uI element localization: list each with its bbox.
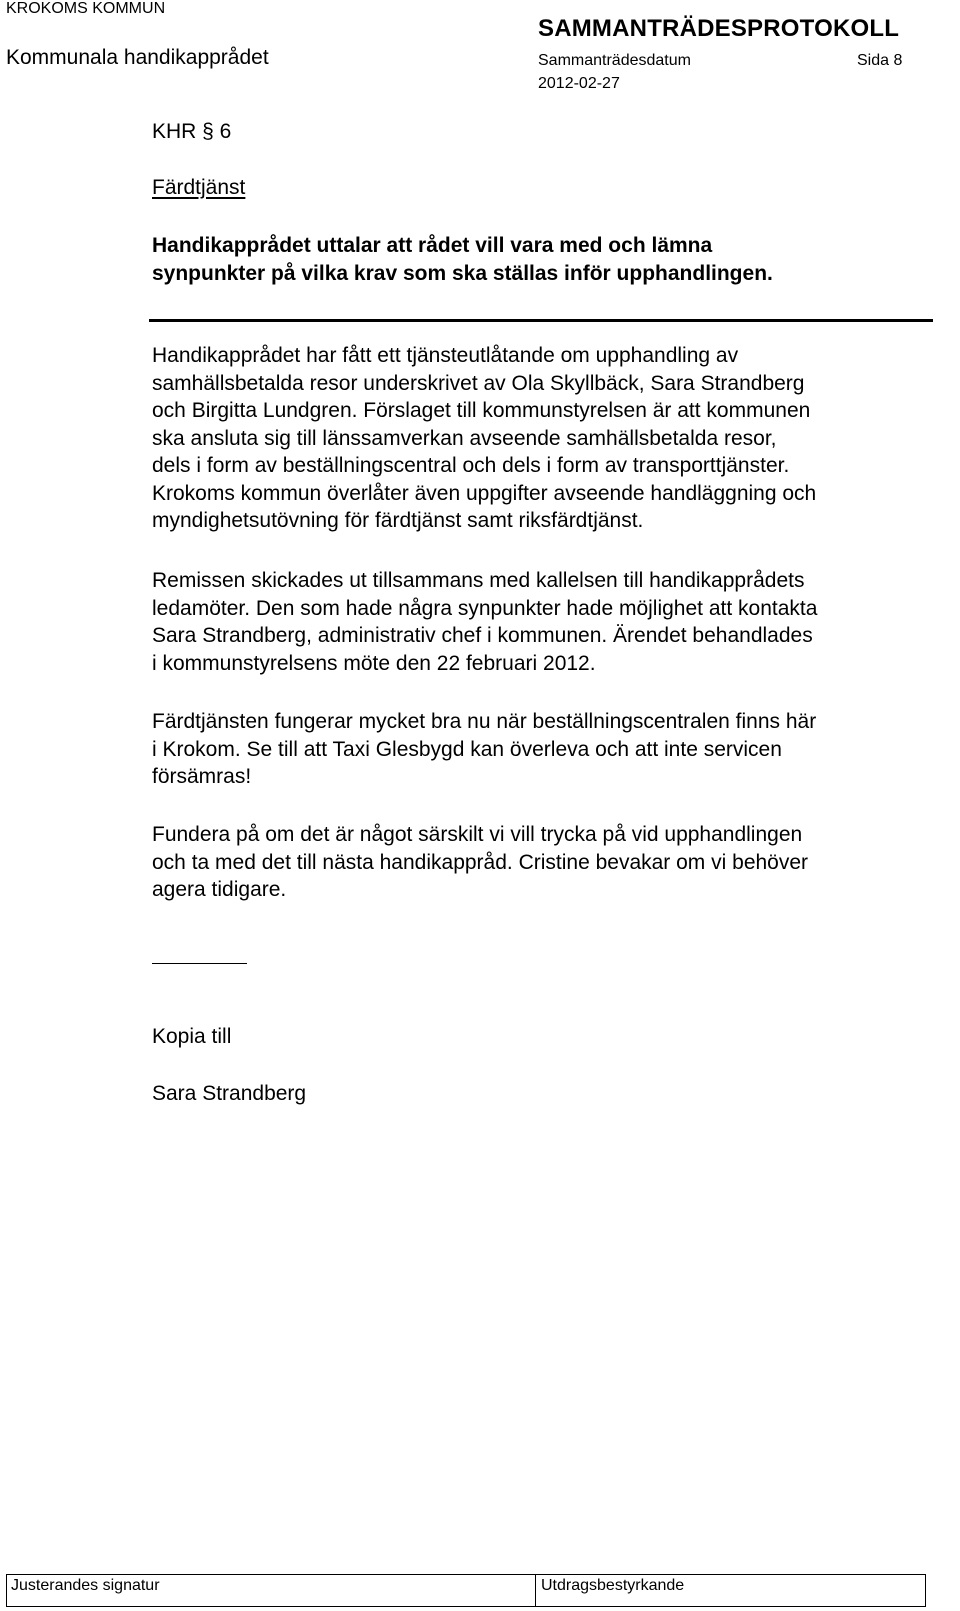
decision-line: synpunkter på vilka krav som ska ställas inför upphandlingen. <box>152 261 773 285</box>
decision-line: Handikapprådet uttalar att rådet vill vara med och lämna <box>152 234 713 257</box>
paragraph-line: Sara Strandberg, administrativ chef i kommunen. Ärendet behandlades <box>152 624 813 647</box>
paragraph-line: ska ansluta sig till länssamverkan avseende samhällsbetalda resor, <box>152 426 777 450</box>
paragraph-line: samhällsbetalda resor underskrivet av Ola Skyllbäck, Sara Strandberg <box>152 371 805 395</box>
signature-footer <box>6 1574 926 1607</box>
paragraph-opinion <box>152 708 816 791</box>
copy-to-label: Kopia till <box>152 1025 232 1048</box>
footer-divider <box>535 1575 536 1606</box>
page-number: Sida 8 <box>857 52 903 69</box>
paragraph-line: agera tidigare. <box>152 878 287 901</box>
meeting-date-label: Sammanträdesdatum <box>538 52 691 69</box>
document-type-title: SAMMANTRÄDESPROTOKOLL <box>538 15 900 42</box>
section-divider <box>149 319 933 322</box>
paragraph-line: och ta med det till nästa handikappråd. Cristine bevakar om vi behöver <box>152 850 809 874</box>
section-code: KHR § 6 <box>152 120 232 143</box>
paragraph-followup <box>152 821 808 904</box>
organization-name: KROKOMS KOMMUN <box>6 0 166 17</box>
decision-text <box>152 232 773 287</box>
paragraph-line: i Krokom. Se till att Taxi Glesbygd kan överleva och att inte servicen <box>152 737 782 761</box>
separator-rule <box>152 963 247 964</box>
paragraph-line: Fundera på om det är något särskilt vi vill trycka på vid upphandlingen <box>152 823 803 846</box>
adjuster-signature-label: Justerandes signatur <box>11 1577 160 1594</box>
paragraph-line: dels i form av beställningscentral och dels i form av transporttjänster. <box>152 454 790 477</box>
extract-certification-label: Utdragsbestyrkande <box>541 1577 685 1594</box>
paragraph-line: försämras! <box>152 765 252 788</box>
paragraph-line: Handikapprådet har fått ett tjänsteutlåtande om upphandling av <box>152 344 739 367</box>
paragraph-line: Remissen skickades ut tillsammans med kallelsen till handikapprådets <box>152 569 805 592</box>
paragraph-line: Färdtjänsten fungerar mycket bra nu när beställningscentralen finns här <box>152 710 817 733</box>
paragraph-line: ledamöter. Den som hade några synpunkter hade möjlighet att kontakta <box>152 596 818 620</box>
paragraph-line: och Birgitta Lundgren. Förslaget till kommunstyrelsen är att kommunen <box>152 399 811 422</box>
meeting-date: 2012-02-27 <box>538 75 620 92</box>
section-title: Färdtjänst <box>152 176 246 199</box>
copy-recipient: Sara Strandberg <box>152 1082 307 1105</box>
paragraph-line: myndighetsutövning för färdtjänst samt riksfärdtjänst. <box>152 509 644 532</box>
paragraph-remiss <box>152 567 817 677</box>
committee-name: Kommunala handikapprådet <box>6 46 269 69</box>
paragraph-background <box>152 342 816 535</box>
paragraph-line: i kommunstyrelsens möte den 22 februari 2012. <box>152 651 596 675</box>
paragraph-line: Krokoms kommun överlåter även uppgifter avseende handläggning och <box>152 481 817 505</box>
